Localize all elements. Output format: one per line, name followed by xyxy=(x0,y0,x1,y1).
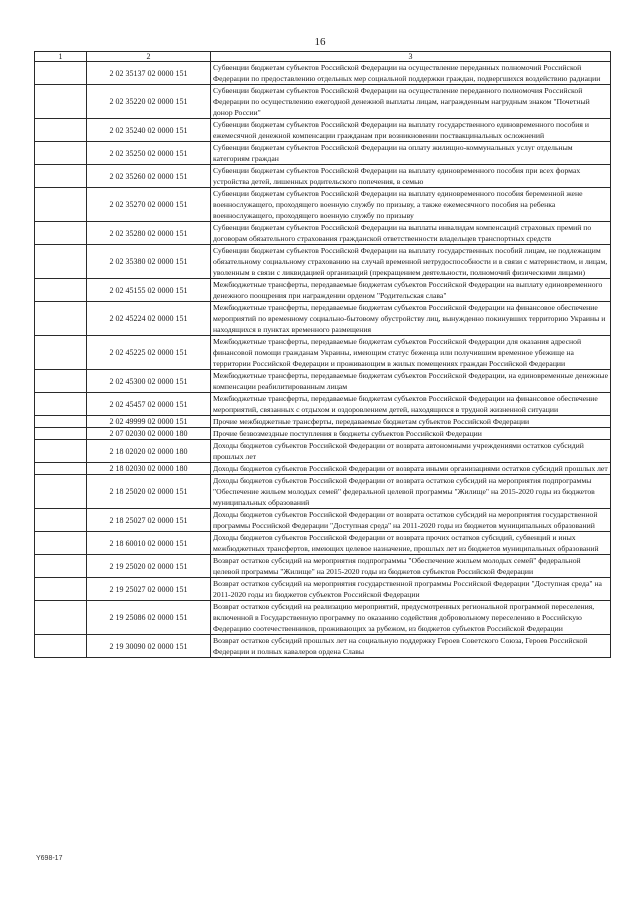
table-row xyxy=(35,370,611,393)
empty-cell xyxy=(35,302,87,336)
empty-cell xyxy=(35,509,87,532)
table-row xyxy=(35,578,611,601)
budget-classification-code: 2 02 35220 02 0000 151 xyxy=(87,85,211,119)
empty-cell xyxy=(35,142,87,165)
budget-classification-code: 2 02 35280 02 0000 151 xyxy=(87,222,211,245)
empty-cell xyxy=(35,85,87,119)
income-description: Возврат остатков субсидий на реализацию мероприятий, предусмотренных региональной программой переселения, включенной в Государственную программу по оказанию содействия добровольному переселению в Российскую Федерацию соотечественников, проживающих за рубежом, из бюджетов субъектов Российской Федерации xyxy=(211,601,611,635)
table-row xyxy=(35,85,611,119)
column-number-1: 1 xyxy=(35,52,87,62)
income-description: Субвенции бюджетам субъектов Российской Федерации на выплату государственных пособий лицам, не подлежащим обязательному социальному страхованию на случай временной нетрудоспособности и в связи с материнством, и лицам, уволенным в связи с ликвидацией организаций (прекращением деятельности, полномочий физическими лицами) xyxy=(211,245,611,279)
table-row xyxy=(35,188,611,222)
budget-classification-code: 2 02 45457 02 0000 151 xyxy=(87,393,211,416)
footer-document-code: Y698-17 xyxy=(36,855,63,862)
income-description: Доходы бюджетов субъектов Российской Федерации от возврата остатков субсидий на мероприятия государственной программы Российской Федерации "Доступная среда" на 2011-2020 годы из бюджетов муниципальных образований xyxy=(211,509,611,532)
income-description: Доходы бюджетов субъектов Российской Федерации от возврата остатков субсидий на мероприятия подпрограммы "Обеспечение жильем молодых семей" федеральной целевой программы "Жилище" на 2015-2020 годы из бюджетов муниципальных образований xyxy=(211,475,611,509)
table-row xyxy=(35,119,611,142)
income-description: Возврат остатков субсидий на мероприятия подпрограммы "Обеспечение жильем молодых семей" федеральной целевой программы "Жилище" на 2015-2020 годы из бюджетов субъектов Российской Федерации xyxy=(211,555,611,578)
empty-cell xyxy=(35,532,87,555)
empty-cell xyxy=(35,463,87,475)
income-description: Субвенции бюджетам субъектов Российской Федерации на выплаты инвалидам компенсаций страховых премий по договорам обязательного страхования гражданской ответственности владельцев транспортных средств xyxy=(211,222,611,245)
table-row xyxy=(35,601,611,635)
empty-cell xyxy=(35,188,87,222)
table-row xyxy=(35,428,611,440)
budget-classification-code: 2 07 02030 02 0000 180 xyxy=(87,428,211,440)
table-row xyxy=(35,509,611,532)
income-description: Доходы бюджетов субъектов Российской Федерации от возврата прочих остатков субсидий, субвенций и иных межбюджетных трансфертов, имеющих целевое назначение, прошлых лет из бюджетов муниципальных образований xyxy=(211,532,611,555)
income-description: Доходы бюджетов субъектов Российской Федерации от возврата иными организациями остатков субсидий прошлых лет xyxy=(211,463,611,475)
empty-cell xyxy=(35,165,87,188)
table-row xyxy=(35,475,611,509)
empty-cell xyxy=(35,119,87,142)
income-description: Межбюджетные трансферты, передаваемые бюджетам субъектов Российской Федерации, на единовременные денежные компенсации реабилитированным лицам xyxy=(211,370,611,393)
budget-classification-code: 2 18 25027 02 0000 151 xyxy=(87,509,211,532)
budget-classification-code: 2 02 45225 02 0000 151 xyxy=(87,336,211,370)
empty-cell xyxy=(35,578,87,601)
income-description: Межбюджетные трансферты, передаваемые бюджетам субъектов Российской Федерации для оказания адресной финансовой помощи гражданам Украины, имеющим статус беженца или получившим временное убежище на территории Российской Федерации и проживающим в жилых помещениях граждан Российской Федерации xyxy=(211,336,611,370)
column-number-3: 3 xyxy=(211,52,611,62)
budget-classification-code: 2 02 35270 02 0000 151 xyxy=(87,188,211,222)
income-codes-table xyxy=(34,51,611,658)
income-description: Межбюджетные трансферты, передаваемые бюджетам субъектов Российской Федерации на финансовое обеспечение мероприятий, связанных с отдыхом и оздоровлением детей, находящихся в трудной жизненной ситуации xyxy=(211,393,611,416)
income-description: Субвенции бюджетам субъектов Российской Федерации на осуществление переданных полномочий Российской Федерации по предоставлению отдельных мер социальной поддержки граждан, подвергшихся воздействию радиации xyxy=(211,62,611,85)
table-row xyxy=(35,302,611,336)
budget-classification-code: 2 02 45300 02 0000 151 xyxy=(87,370,211,393)
page-number: 16 xyxy=(314,36,326,48)
income-description: Субвенции бюджетам субъектов Российской Федерации на выплату единовременного пособия беременной жене военнослужащего, проходящего военную службу по призыву, а также ежемесячного пособия на ребенка военнослужащего, проходящего военную службу по призыву xyxy=(211,188,611,222)
table-row xyxy=(35,142,611,165)
table-row xyxy=(35,440,611,463)
budget-classification-code: 2 02 35250 02 0000 151 xyxy=(87,142,211,165)
income-description: Межбюджетные трансферты, передаваемые бюджетам субъектов Российской Федерации на финансовое обеспечение мероприятий по временному социально-бытовому обустройству лиц, вынужденно покинувших территорию Украины и находящихся в пунктах временного размещения xyxy=(211,302,611,336)
budget-classification-code: 2 18 25020 02 0000 151 xyxy=(87,475,211,509)
income-description: Субвенции бюджетам субъектов Российской Федерации на выплату единовременного пособия при всех формах устройства детей, лишенных родительского попечения, в семью xyxy=(211,165,611,188)
empty-cell xyxy=(35,336,87,370)
table-row xyxy=(35,279,611,302)
table-row xyxy=(35,222,611,245)
table-row xyxy=(35,245,611,279)
income-description: Доходы бюджетов субъектов Российской Федерации от возврата автономными учреждениями остатков субсидий прошлых лет xyxy=(211,440,611,463)
table-row xyxy=(35,555,611,578)
table-row xyxy=(35,463,611,475)
empty-cell xyxy=(35,440,87,463)
empty-cell xyxy=(35,635,87,658)
empty-cell xyxy=(35,475,87,509)
budget-classification-code: 2 18 02030 02 0000 180 xyxy=(87,463,211,475)
budget-classification-code: 2 19 25020 02 0000 151 xyxy=(87,555,211,578)
empty-cell xyxy=(35,601,87,635)
income-description: Прочие межбюджетные трансферты, передаваемые бюджетам субъектов Российской Федерации xyxy=(211,416,611,428)
empty-cell xyxy=(35,62,87,85)
income-description: Возврат остатков субсидий прошлых лет на социальную поддержку Героев Советского Союза, Героев Российской Федерации и полных кавалеров ордена Славы xyxy=(211,635,611,658)
income-description: Субвенции бюджетам субъектов Российской Федерации на оплату жилищно-коммунальных услуг отдельным категориям граждан xyxy=(211,142,611,165)
empty-cell xyxy=(35,245,87,279)
empty-cell xyxy=(35,370,87,393)
empty-cell xyxy=(35,279,87,302)
table-row xyxy=(35,635,611,658)
budget-classification-code: 2 19 25086 02 0000 151 xyxy=(87,601,211,635)
column-number-2: 2 xyxy=(87,52,211,62)
income-description: Субвенции бюджетам субъектов Российской Федерации на осуществление переданного полномочия Российской Федерации по осуществлению ежегодной денежной выплаты лицам, награжденным нагрудным знаком "Почетный донор России" xyxy=(211,85,611,119)
empty-cell xyxy=(35,393,87,416)
budget-classification-code: 2 02 35380 02 0000 151 xyxy=(87,245,211,279)
table-row xyxy=(35,393,611,416)
empty-cell xyxy=(35,428,87,440)
empty-cell xyxy=(35,416,87,428)
income-description: Межбюджетные трансферты, передаваемые бюджетам субъектов Российской Федерации на выплату единовременного денежного поощрения при награждении орденом "Родительская слава" xyxy=(211,279,611,302)
empty-cell xyxy=(35,222,87,245)
budget-classification-code: 2 18 60010 02 0000 151 xyxy=(87,532,211,555)
table-row xyxy=(35,62,611,85)
income-description: Прочие безвозмездные поступления в бюджеты субъектов Российской Федерации xyxy=(211,428,611,440)
budget-classification-code: 2 02 45155 02 0000 151 xyxy=(87,279,211,302)
income-description: Субвенции бюджетам субъектов Российской Федерации на выплату государственного единовременного пособия и ежемесячной денежной компенсации гражданам при возникновении поствакцинальных осложнений xyxy=(211,119,611,142)
budget-classification-code: 2 19 30090 02 0000 151 xyxy=(87,635,211,658)
table-header-row xyxy=(35,52,611,62)
budget-classification-code: 2 02 45224 02 0000 151 xyxy=(87,302,211,336)
empty-cell xyxy=(35,555,87,578)
table-row xyxy=(35,416,611,428)
budget-classification-code: 2 19 25027 02 0000 151 xyxy=(87,578,211,601)
budget-classification-code: 2 02 49999 02 0000 151 xyxy=(87,416,211,428)
budget-classification-code: 2 02 35260 02 0000 151 xyxy=(87,165,211,188)
budget-classification-code: 2 02 35240 02 0000 151 xyxy=(87,119,211,142)
budget-classification-code: 2 18 02020 02 0000 180 xyxy=(87,440,211,463)
income-description: Возврат остатков субсидий на мероприятия государственной программы Российской Федерации "Доступная среда" на 2011-2020 годы из бюджетов субъектов Российской Федерации xyxy=(211,578,611,601)
table-row xyxy=(35,336,611,370)
table-row xyxy=(35,532,611,555)
budget-classification-code: 2 02 35137 02 0000 151 xyxy=(87,62,211,85)
table-row xyxy=(35,165,611,188)
